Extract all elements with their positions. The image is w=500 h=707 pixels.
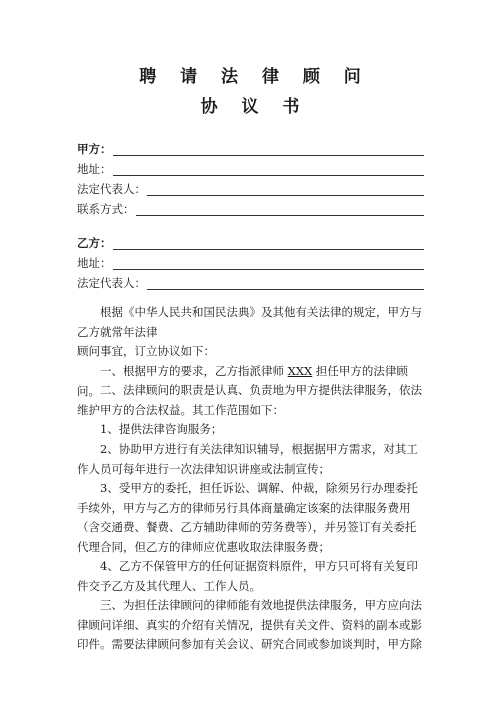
party-b-name-label: 乙方： <box>77 236 112 250</box>
party-a-address-label: 地址： <box>77 162 112 176</box>
clause-2-item-4: 4、乙方不保管甲方的任何证据资料原件，甲方只可将有关复印件交予乙方及其代理人、工作人员。 <box>77 559 418 593</box>
clause-3: 三、为担任法律顾问的律师能有效地提供法律服务，甲方应向法律顾问详细、真实的介绍有关情况，提供有关文件、资料的副本或影印件。需要法律顾问参加有关会议、研究合同或参加谈判时，甲方除 <box>77 598 422 652</box>
party-a-name-field[interactable] <box>77 140 424 156</box>
intro-line-3: 顾问事宜，订立协议如下： <box>77 344 215 358</box>
party-a-contact-line[interactable] <box>136 202 425 216</box>
party-a-address-field[interactable] <box>77 160 424 176</box>
party-b-address-line[interactable] <box>113 256 425 270</box>
party-b-address-field[interactable] <box>77 254 424 270</box>
party-a-name-line[interactable] <box>113 142 425 156</box>
clause-2: 二、法律顾问的职责是认真、负责地为甲方提供法律服务，依法维护甲方的合法权益。其工作范围如下： <box>77 383 422 417</box>
clause-2-item-3: 3、受甲方的委托，担任诉讼、调解、仲裁，除须另行办理委托手续外，甲方与乙方的律师另行具体商量确定该案的法律服务费用（含交通费、餐费、乙方辅助律师的劳务费等），并另签订有关委托代理合同，但乙方的律师应优惠收取法律服务费； <box>77 481 418 554</box>
document-subtitle: 协 议 书 <box>200 97 309 117</box>
lawyer-name: XXX <box>287 364 313 378</box>
party-a-legal-rep-label: 法定代表人： <box>77 182 146 196</box>
clause-1-before: 一、根据甲方的要求，乙方指派律师 <box>100 364 288 378</box>
party-a-contact-label: 联系方式： <box>77 202 135 216</box>
party-b-legal-rep-line[interactable] <box>147 276 424 290</box>
document-title: 聘 请 法 律 顾 问 <box>139 67 370 87</box>
party-a-legal-rep-line[interactable] <box>147 182 424 196</box>
party-b-name-field[interactable] <box>77 234 424 250</box>
party-b-legal-rep-label: 法定代表人： <box>77 276 146 290</box>
intro-line-2: 乙方就常年法律 <box>77 325 158 339</box>
intro-line-1: 根据《中华人民共和国民法典》及其他有关法律的规定，甲方与 <box>100 305 422 319</box>
party-b-name-line[interactable] <box>113 236 425 250</box>
party-b-address-label: 地址： <box>77 256 112 270</box>
party-a-legal-rep-field[interactable] <box>77 180 424 196</box>
party-a-contact-field[interactable] <box>77 200 424 216</box>
clause-2-item-1: 1、提供法律咨询服务； <box>100 422 223 436</box>
party-a-address-line[interactable] <box>113 162 425 176</box>
clause-1-after: 担任甲方的法律顾问。 <box>77 364 408 398</box>
clause-2-item-2: 2、协助甲方进行有关法律知识辅导，根据据甲方需求，对其工作人员可每年进行一次法律知识讲座或法制宣传； <box>77 442 418 476</box>
party-b-legal-rep-field[interactable] <box>77 274 424 290</box>
party-a-name-label: 甲方： <box>77 142 112 156</box>
